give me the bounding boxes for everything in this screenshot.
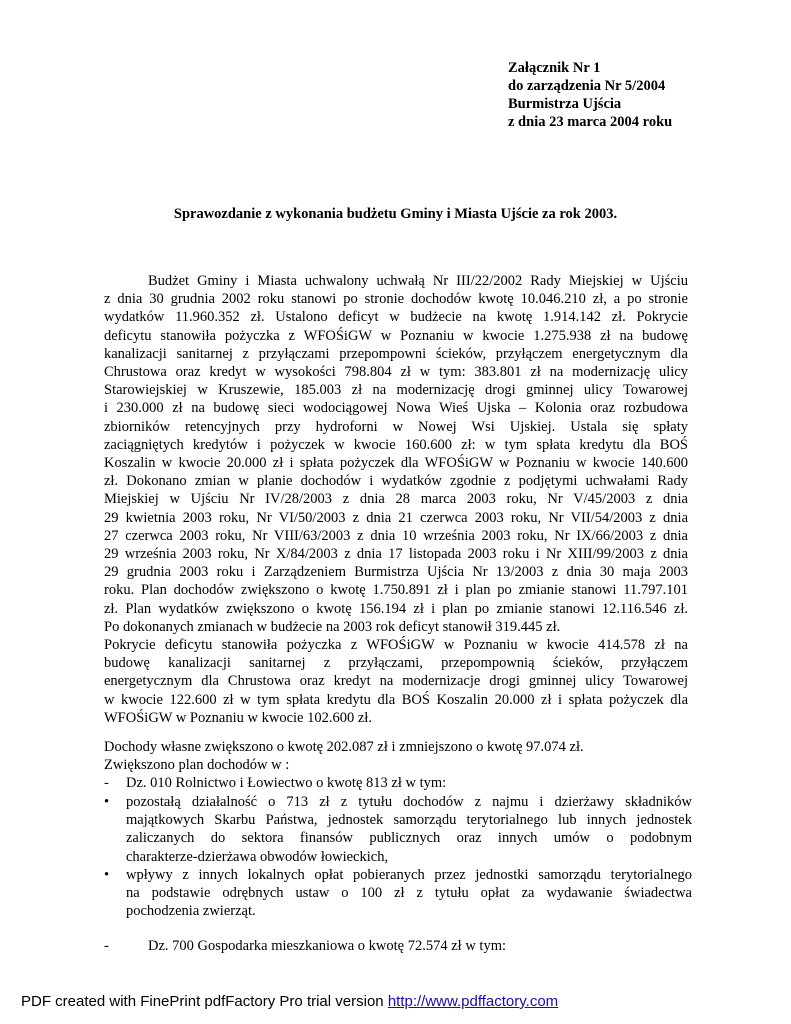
dash-item-text: Dz. 700 Gospodarka mieszkaniowa o kwotę 72.574 zł w tym: <box>148 938 506 954</box>
header-line-2: do zarządzenia Nr 5/2004 <box>508 78 666 94</box>
text-line: Zwiększono plan dochodów w : <box>104 757 290 774</box>
text-line: Koszalin w kwocie 20.000 zł i spłata pożyczek dla WFOŚiGW w Poznaniu w kwocie 140.600 <box>104 455 688 472</box>
text-line: 27 czerwca 2003 roku, Nr VIII/63/2003 z dnia 10 września 2003 roku, Nr IX/66/2003 z dnia <box>104 527 688 544</box>
header-line-1: Załącznik Nr 1 <box>508 60 601 76</box>
paragraph-budget-overview <box>104 272 688 727</box>
dash-item-text: Dz. 010 Rolnictwo i Łowiectwo o kwotę 813 zł w tym: <box>126 775 447 791</box>
text-line: kanalizacji sanitarnej z przyłączami przepompowni ścieków, przyłączem energetycznym dla <box>104 345 688 362</box>
text-line: WFOŚiGW w Poznaniu w kwocie 102.600 zł. <box>104 709 372 726</box>
pdf-footer <box>21 993 558 1010</box>
text-line: zł. Dokonano zmian w planie dochodów i wydatków zgodnie z podjętymi uchwałami Rady <box>104 473 688 490</box>
header-line-4: z dnia 23 marca 2004 roku <box>508 114 673 130</box>
footer-link[interactable]: http://www.pdffactory.com <box>387 993 559 1010</box>
text-line: charakterze-dzierżawa obwodów łowieckich, <box>126 848 389 865</box>
text-line: Chrustowa oraz kredyt w wysokości 798.804 zł w tym: 383.801 zł na modernizację ulicy <box>104 364 688 381</box>
document-title: Sprawozdanie z wykonania budżetu Gminy i Miasta Ujście za rok 2003. <box>173 206 618 222</box>
text-line: 29 września 2003 roku, Nr X/84/2003 z dnia 17 listopada 2003 roku i Nr XIII/99/2003 z dnia <box>104 546 688 563</box>
footer-text: PDF created with FinePrint pdfFactory Pro trial version <box>21 993 384 1010</box>
dash-marker: - <box>104 775 109 791</box>
text-line: Starowiejskiej w Kruszewie, 185.003 zł na modernizację drogi gminnej ulicy Towarowej <box>104 382 688 399</box>
text-line: Budżet Gminy i Miasta uchwalony uchwałą Nr III/22/2002 Rady Miejskiej w Ujściu <box>148 273 688 289</box>
text-line: zł. Plan wydatków zwiększono o kwotę 156.194 zł i plan po zmianie stanowi 12.116.546 zł. <box>104 600 688 617</box>
text-line: 29 grudnia 2003 roku i Zarządzeniem Burmistrza Ujścia Nr 13/2003 z dnia 30 maja 2003 <box>104 564 688 581</box>
text-line: pochodzenia zwierząt. <box>126 903 256 920</box>
bullet-icon: • <box>104 867 110 883</box>
bullet-item-text <box>126 866 692 921</box>
bullet-item-text <box>126 793 692 866</box>
header-line-3: Burmistrza Ujścia <box>508 96 622 112</box>
text-line: Miejskiej w Ujściu Nr IV/28/2003 z dnia 28 marca 2003 roku, Nr V/45/2003 z dnia <box>104 491 688 508</box>
text-line: zbiorników retencyjnych przy hydroforni w Nowej Wsi Ujskiej. Ustala się spłaty <box>104 418 688 435</box>
text-line: energetycznym dla Chrustowa oraz kredyt na modernizacje drogi gminnej ulicy Towarowej <box>104 673 688 690</box>
text-line: zaliczanych do sektora finansów publicznych oraz innych umów o podobnym <box>126 830 692 847</box>
text-line: pozostałą działalność o 713 zł z tytułu dochodów z najmu i dzierżawy składników <box>126 794 692 810</box>
text-line: w kwocie 122.600 zł w tym spłata kredytu dla BOŚ Koszalin 20.000 zł i spłata pożyczek dla <box>104 691 688 708</box>
text-line: i 230.000 zł na budowę sieci wodociągowej Nowa Wieś Ujska – Kolonia oraz rozbudowa <box>104 400 688 417</box>
text-line: wydatków 11.960.352 zł. Ustalono deficyt w budżecie na kwotę 1.914.142 zł. Pokrycie <box>104 309 688 326</box>
text-line: 29 kwietnia 2003 roku, Nr VI/50/2003 z dnia 21 czerwca 2003 roku, Nr VII/54/2003 z dnia <box>104 509 688 526</box>
text-line: z dnia 30 grudnia 2002 roku stanowi po stronie dochodów kwotę 10.046.210 zł, a po stronie <box>104 291 688 308</box>
text-line: majątkowych Skarbu Państwa, jednostek samorządu terytorialnego lub innych jednostek <box>126 812 692 829</box>
paragraph-own-income <box>104 738 688 774</box>
text-line: budowę kanalizacji sanitarnej z przyłączami, przepompownią ścieków, przyłączem <box>104 655 688 672</box>
attachment-header <box>508 59 672 131</box>
text-line: na podstawie odrębnych ustaw o 100 zł z tytułu opłat za wydawanie świadectwa <box>126 885 692 902</box>
text-line: wpływy z innych lokalnych opłat pobieranych przez jednostki samorządu terytorialnego <box>126 867 692 883</box>
text-line: deficytu stanowiła pożyczka z WFOŚiGW w Poznaniu w kwocie 1.275.938 zł na budowę <box>104 327 688 344</box>
text-line: Po dokonanych zmianach w budżecie na 2003 rok deficyt stanowił 319.445 zł. <box>104 618 561 635</box>
text-line: zaciągniętych kredytów i pożyczek w kwocie 160.600 zł: w tym spłata kredytu dla BOŚ <box>104 436 688 453</box>
text-line: roku. Plan dochodów zwiększono o kwotę 1.750.891 zł i plan po zmianie stanowi 11.797.101 <box>104 582 688 599</box>
bullet-icon: • <box>104 794 110 810</box>
text-line: Dochody własne zwiększono o kwotę 202.087 zł i zmniejszono o kwotę 97.074 zł. <box>104 739 584 755</box>
dash-marker: - <box>104 938 109 954</box>
text-line: Pokrycie deficytu stanowiła pożyczka z WFOŚiGW w Poznaniu w kwocie 414.578 zł na <box>104 637 688 654</box>
